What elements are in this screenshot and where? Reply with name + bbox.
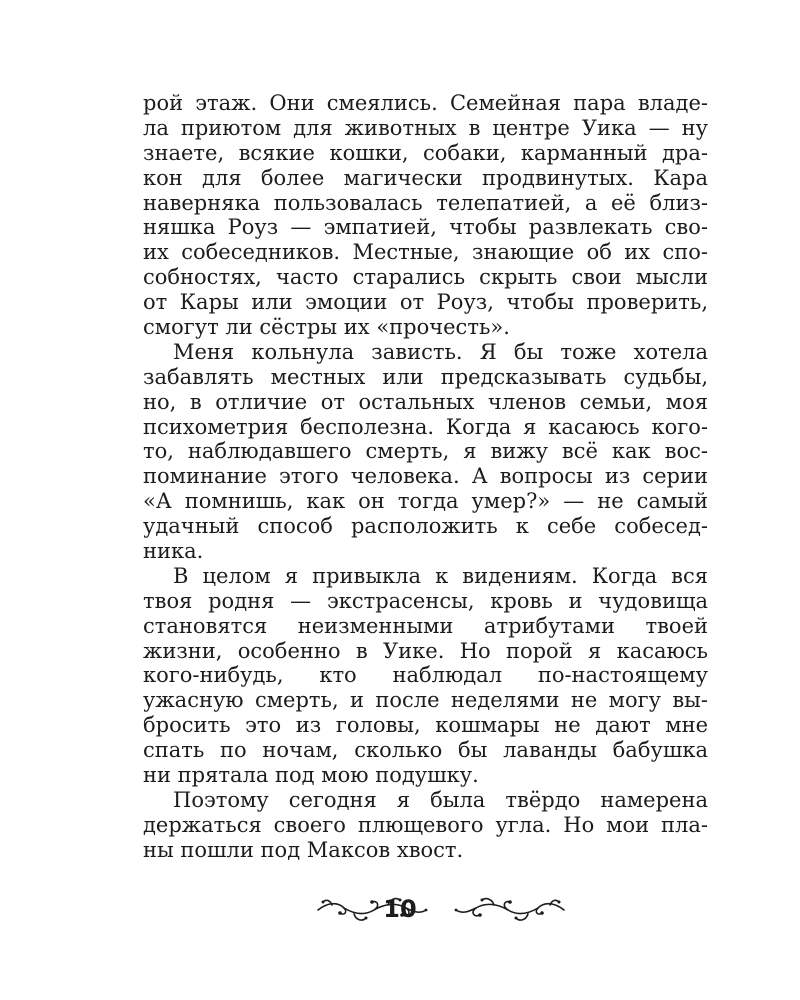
floral-flourish-icon [452, 894, 568, 926]
text-line: собностях, часто старались скрыть свои мысли [143, 265, 708, 290]
text-line: Меня кольнула зависть. Я бы тоже хотела [173, 339, 708, 364]
text-line: наверняка пользовалась телепатией, а её близ- [143, 190, 708, 215]
text-line: их собеседников. Местные, знающие об их спо- [143, 240, 708, 265]
text-line: но, в отличие от остальных членов семьи, моя [143, 389, 708, 414]
text-line: няшка Роуз — эмпатией, чтобы развлекать сво- [143, 215, 708, 240]
text-line: смогут ли сёстры их «прочесть». [143, 315, 510, 340]
page-footer [0, 888, 800, 932]
text-line: кого-нибудь, кто наблюдал по-настоящему [143, 663, 708, 688]
text-line: ника. [143, 539, 204, 564]
text-line: кон для более магически продвинутых. Кара [143, 165, 708, 190]
body-text [143, 91, 708, 863]
text-line: становятся неизменными атрибутами твоей [143, 613, 708, 638]
paragraph [143, 564, 708, 788]
text-line: рой этаж. Они смеялись. Семейная пара владе- [143, 91, 708, 115]
text-line: то, наблюдавшего смерть, я вижу всё как вос- [143, 439, 708, 464]
paragraph [143, 340, 708, 564]
text-line: держаться своего плющевого угла. Но мои пла- [143, 812, 708, 837]
text-line: от Кары или эмоции от Роуз, чтобы проверить, [143, 290, 708, 315]
text-line: удачный способ расположить к себе собесед- [143, 514, 708, 539]
text-line: ны пошли под Максов хвост. [143, 837, 464, 862]
paragraph [143, 91, 708, 340]
text-line: ни прятала под мою подушку. [143, 763, 479, 788]
text-line: В целом я привыкла к видениям. Когда вся [173, 563, 708, 588]
text-line: твоя родня — экстрасенсы, кровь и чудовища [143, 588, 708, 613]
text-line: знаете, всякие кошки, собаки, карманный дра- [143, 140, 708, 165]
text-line: бросить это из головы, кошмары не дают мне [143, 713, 708, 738]
text-line: Поэтому сегодня я была твёрдо намерена [173, 787, 708, 812]
text-line: «А помнишь, как он тогда умер?» — не самый [143, 489, 708, 514]
page-number: 10 [383, 895, 417, 923]
text-line: жизни, особенно в Уике. Но порой я касаюсь [143, 638, 708, 663]
text-line: поминание этого человека. А вопросы из серии [143, 464, 708, 489]
text-line: спать по ночам, сколько бы лаванды бабушка [143, 738, 708, 763]
paragraph [143, 788, 708, 863]
text-line: забавлять местных или предсказывать судьбы, [143, 364, 708, 389]
text-line: ужасную смерть, и после неделями не могу вы- [143, 688, 708, 713]
text-line: ла приютом для животных в центре Уика — ну [143, 115, 708, 140]
text-line: психометрия бесполезна. Когда я касаюсь кого- [143, 414, 708, 439]
